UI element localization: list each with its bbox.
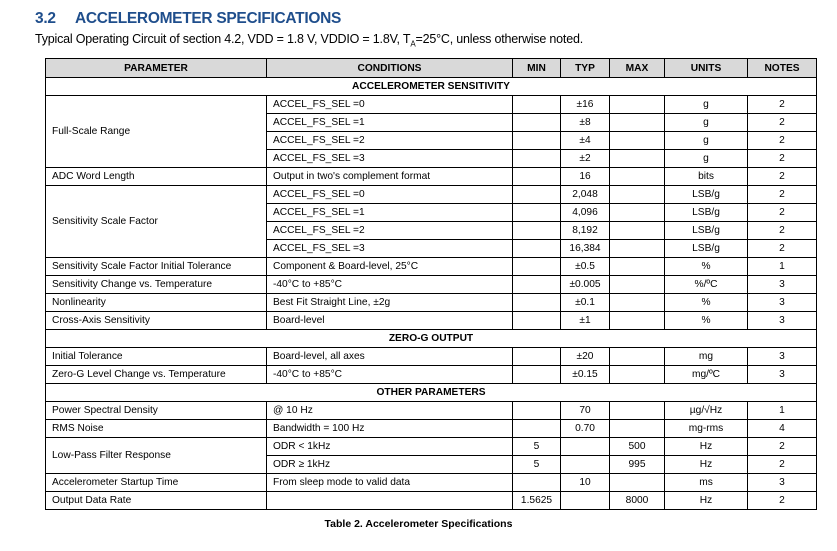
cell-units: % — [665, 294, 748, 312]
cell-max — [610, 168, 665, 186]
table-row — [46, 348, 817, 366]
cell-max — [610, 366, 665, 384]
table-row — [46, 402, 817, 420]
cell-conditions: ACCEL_FS_SEL =1 — [267, 114, 513, 132]
table-row — [46, 420, 817, 438]
cell-typ: ±4 — [561, 132, 610, 150]
section-title: ACCELEROMETER SPECIFICATIONS — [75, 10, 342, 27]
cell-typ: ±20 — [561, 348, 610, 366]
cell-max: 995 — [610, 456, 665, 474]
cell-typ: ±0.005 — [561, 276, 610, 294]
cell-conditions: ACCEL_FS_SEL =2 — [267, 132, 513, 150]
cell-conditions: Component & Board-level, 25°C — [267, 258, 513, 276]
cell-min — [513, 276, 561, 294]
cell-units: mg-rms — [665, 420, 748, 438]
cell-parameter: Sensitivity Scale Factor Initial Tolerance — [46, 258, 267, 276]
cell-typ: ±16 — [561, 96, 610, 114]
section-row — [46, 78, 817, 96]
cell-max — [610, 204, 665, 222]
cell-min — [513, 186, 561, 204]
cell-units: %/ºC — [665, 276, 748, 294]
cell-notes: 2 — [748, 492, 817, 510]
cell-notes: 4 — [748, 420, 817, 438]
section-label: OTHER PARAMETERS — [46, 384, 817, 402]
table-row — [46, 186, 817, 204]
cell-conditions: ACCEL_FS_SEL =0 — [267, 186, 513, 204]
cell-notes: 1 — [748, 258, 817, 276]
cell-max — [610, 420, 665, 438]
cell-typ: 4,096 — [561, 204, 610, 222]
cell-typ: 16,384 — [561, 240, 610, 258]
header-parameter: PARAMETER — [46, 59, 267, 78]
table-row — [46, 96, 817, 114]
cell-typ — [561, 492, 610, 510]
subtitle-post: =25°C, unless otherwise noted. — [415, 32, 583, 46]
cell-units: % — [665, 312, 748, 330]
spec-table — [45, 58, 817, 510]
cell-max — [610, 348, 665, 366]
cell-notes: 3 — [748, 348, 817, 366]
cell-notes: 3 — [748, 312, 817, 330]
header-conditions: CONDITIONS — [267, 59, 513, 78]
cell-typ: ±0.1 — [561, 294, 610, 312]
header-typ: TYP — [561, 59, 610, 78]
cell-units: g — [665, 114, 748, 132]
cell-min — [513, 312, 561, 330]
subtitle — [35, 32, 583, 49]
cell-conditions: @ 10 Hz — [267, 402, 513, 420]
header-row — [46, 59, 817, 78]
cell-min — [513, 96, 561, 114]
cell-min — [513, 240, 561, 258]
section-row — [46, 384, 817, 402]
cell-units: % — [665, 258, 748, 276]
cell-typ — [561, 438, 610, 456]
table-row — [46, 492, 817, 510]
cell-conditions — [267, 492, 513, 510]
table-row — [46, 258, 817, 276]
cell-units: g — [665, 132, 748, 150]
cell-notes: 2 — [748, 186, 817, 204]
cell-notes: 2 — [748, 222, 817, 240]
cell-max — [610, 114, 665, 132]
subtitle-sub: A — [410, 39, 416, 49]
cell-min — [513, 294, 561, 312]
cell-min — [513, 402, 561, 420]
cell-typ: ±8 — [561, 114, 610, 132]
cell-conditions: ACCEL_FS_SEL =3 — [267, 150, 513, 168]
cell-parameter: Initial Tolerance — [46, 348, 267, 366]
cell-min: 1.5625 — [513, 492, 561, 510]
cell-conditions: ODR ≥ 1kHz — [267, 456, 513, 474]
section-number: 3.2 — [35, 10, 56, 27]
cell-conditions: ACCEL_FS_SEL =0 — [267, 96, 513, 114]
cell-typ: ±0.15 — [561, 366, 610, 384]
cell-typ — [561, 456, 610, 474]
table-row — [46, 276, 817, 294]
cell-max — [610, 240, 665, 258]
cell-max — [610, 222, 665, 240]
section-label: ACCELEROMETER SENSITIVITY — [46, 78, 817, 96]
cell-units: Hz — [665, 492, 748, 510]
cell-typ: ±1 — [561, 312, 610, 330]
cell-min — [513, 114, 561, 132]
cell-parameter: Sensitivity Scale Factor — [46, 186, 267, 258]
header-units: UNITS — [665, 59, 748, 78]
header-min: MIN — [513, 59, 561, 78]
section-label: ZERO-G OUTPUT — [46, 330, 817, 348]
cell-parameter: Zero-G Level Change vs. Temperature — [46, 366, 267, 384]
cell-min — [513, 168, 561, 186]
cell-parameter: RMS Noise — [46, 420, 267, 438]
cell-notes: 2 — [748, 456, 817, 474]
cell-parameter: Nonlinearity — [46, 294, 267, 312]
cell-notes: 2 — [748, 132, 817, 150]
cell-max — [610, 276, 665, 294]
cell-notes: 1 — [748, 402, 817, 420]
section-heading — [35, 10, 341, 28]
table-row — [46, 168, 817, 186]
cell-units: LSB/g — [665, 222, 748, 240]
table-caption: Table 2. Accelerometer Specifications — [324, 518, 513, 530]
cell-max — [610, 132, 665, 150]
table-row — [46, 294, 817, 312]
cell-parameter: Sensitivity Change vs. Temperature — [46, 276, 267, 294]
cell-max — [610, 312, 665, 330]
cell-notes: 3 — [748, 474, 817, 492]
cell-min — [513, 204, 561, 222]
cell-parameter: Low-Pass Filter Response — [46, 438, 267, 474]
cell-typ: ±0.5 — [561, 258, 610, 276]
cell-conditions: ACCEL_FS_SEL =1 — [267, 204, 513, 222]
cell-conditions: Best Fit Straight Line, ±2g — [267, 294, 513, 312]
cell-notes: 2 — [748, 114, 817, 132]
cell-notes: 2 — [748, 168, 817, 186]
cell-notes: 2 — [748, 438, 817, 456]
cell-max — [610, 258, 665, 276]
cell-max — [610, 294, 665, 312]
cell-max: 500 — [610, 438, 665, 456]
cell-conditions: Output in two's complement format — [267, 168, 513, 186]
cell-typ: 16 — [561, 168, 610, 186]
cell-min — [513, 474, 561, 492]
cell-min — [513, 366, 561, 384]
cell-conditions: -40°C to +85°C — [267, 366, 513, 384]
cell-typ: 2,048 — [561, 186, 610, 204]
section-row — [46, 330, 817, 348]
cell-typ: 8,192 — [561, 222, 610, 240]
cell-min — [513, 348, 561, 366]
cell-conditions: Bandwidth = 100 Hz — [267, 420, 513, 438]
cell-units: mg — [665, 348, 748, 366]
cell-conditions: ODR < 1kHz — [267, 438, 513, 456]
cell-max: 8000 — [610, 492, 665, 510]
cell-max — [610, 96, 665, 114]
cell-notes: 2 — [748, 150, 817, 168]
cell-conditions: From sleep mode to valid data — [267, 474, 513, 492]
cell-min — [513, 420, 561, 438]
table-row — [46, 438, 817, 456]
cell-units: Hz — [665, 438, 748, 456]
header-notes: NOTES — [748, 59, 817, 78]
cell-units: g — [665, 150, 748, 168]
cell-notes: 3 — [748, 366, 817, 384]
cell-min: 5 — [513, 456, 561, 474]
cell-units: LSB/g — [665, 240, 748, 258]
table-row — [46, 474, 817, 492]
subtitle-pre: Typical Operating Circuit of section 4.2, VDD = 1.8 V, VDDIO = 1.8V, T — [35, 32, 411, 46]
cell-units: LSB/g — [665, 204, 748, 222]
cell-parameter: Cross-Axis Sensitivity — [46, 312, 267, 330]
cell-typ: 0.70 — [561, 420, 610, 438]
cell-units: mg/ºC — [665, 366, 748, 384]
cell-parameter: Accelerometer Startup Time — [46, 474, 267, 492]
cell-min — [513, 222, 561, 240]
cell-typ: ±2 — [561, 150, 610, 168]
cell-typ: 10 — [561, 474, 610, 492]
cell-notes: 2 — [748, 204, 817, 222]
cell-units: g — [665, 96, 748, 114]
cell-units: ms — [665, 474, 748, 492]
cell-max — [610, 474, 665, 492]
cell-units: µg/√Hz — [665, 402, 748, 420]
cell-max — [610, 150, 665, 168]
cell-units: bits — [665, 168, 748, 186]
cell-max — [610, 402, 665, 420]
cell-conditions: -40°C to +85°C — [267, 276, 513, 294]
cell-notes: 3 — [748, 276, 817, 294]
cell-parameter: Power Spectral Density — [46, 402, 267, 420]
cell-min — [513, 150, 561, 168]
table-row — [46, 312, 817, 330]
cell-parameter: ADC Word Length — [46, 168, 267, 186]
header-max: MAX — [610, 59, 665, 78]
cell-conditions: Board-level, all axes — [267, 348, 513, 366]
cell-min: 5 — [513, 438, 561, 456]
cell-parameter: Full-Scale Range — [46, 96, 267, 168]
cell-parameter: Output Data Rate — [46, 492, 267, 510]
table-row — [46, 366, 817, 384]
cell-notes: 2 — [748, 240, 817, 258]
cell-min — [513, 258, 561, 276]
cell-conditions: ACCEL_FS_SEL =2 — [267, 222, 513, 240]
cell-units: Hz — [665, 456, 748, 474]
cell-conditions: ACCEL_FS_SEL =3 — [267, 240, 513, 258]
cell-min — [513, 132, 561, 150]
cell-notes: 3 — [748, 294, 817, 312]
cell-typ: 70 — [561, 402, 610, 420]
cell-conditions: Board-level — [267, 312, 513, 330]
cell-notes: 2 — [748, 96, 817, 114]
cell-max — [610, 186, 665, 204]
cell-units: LSB/g — [665, 186, 748, 204]
